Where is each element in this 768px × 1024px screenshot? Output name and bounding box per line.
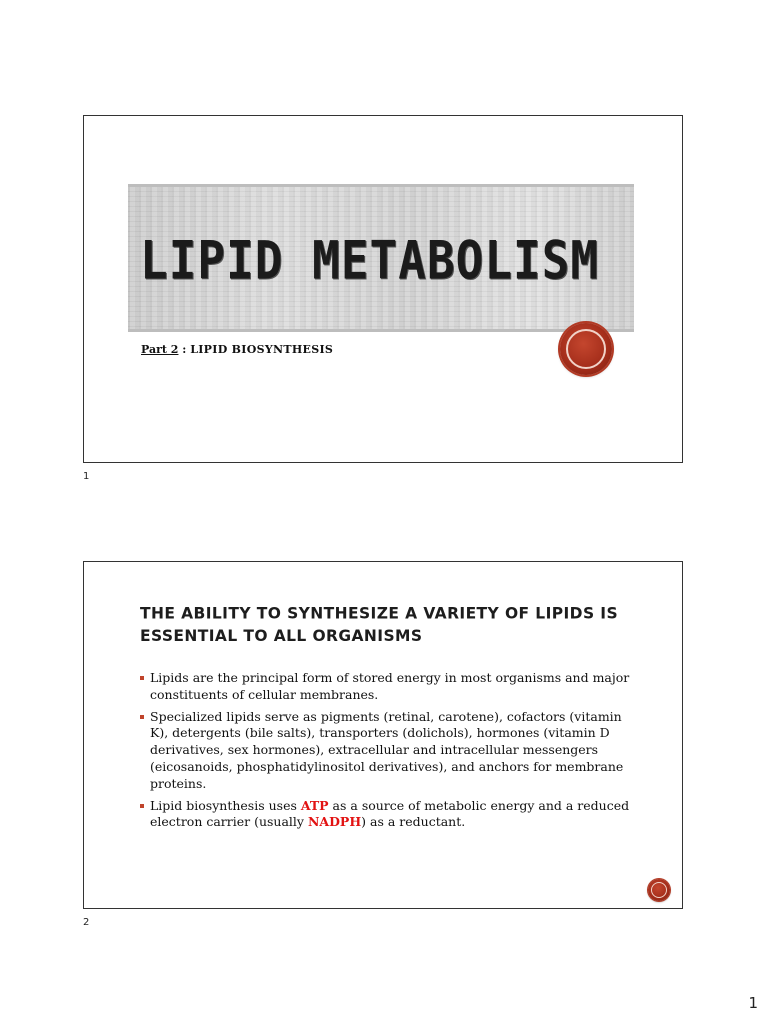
slide-subtitle — [141, 343, 333, 356]
bullet-item: Lipids are the principal form of stored energy in most organisms and major constituents of cellular membranes. — [140, 670, 640, 704]
atp-highlight: ATP — [300, 797, 329, 813]
bullet-text: Lipid biosynthesis uses — [150, 797, 301, 813]
bullet-item: Specialized lipids serve as pigments (retinal, carotene), cofactors (vitamin K), detergents (bile salts), transporters (dolichols), hormones (vitamin D derivatives, sex hormones), extracellular and intracellular messengers (eicosanoids, phosphatidylinositol derivatives), and anchors for membrane proteins. — [140, 709, 640, 793]
slide-number: 1 — [83, 471, 90, 482]
banner-top-rule — [128, 184, 634, 187]
subtitle-separator: : — [178, 343, 191, 356]
slide-title: LIPID METABOLISM — [140, 229, 600, 292]
decorative-circle-icon — [560, 323, 612, 375]
subtitle-text: LIPID BIOSYNTHESIS — [190, 343, 334, 356]
nadph-highlight: NADPH — [307, 814, 362, 830]
title-banner — [128, 184, 634, 332]
bullet-text: as a source of metabolic energy and a reduced electron carrier (usually — [150, 797, 630, 830]
slide-heading: THE ABILITY TO SYNTHESIZE A VARIETY OF LIPIDS IS ESSENTIAL TO ALL ORGANISMS — [140, 604, 619, 645]
page-number: 1 — [748, 994, 758, 1012]
slide-1 — [83, 115, 683, 463]
slide-number: 2 — [83, 917, 90, 928]
slide-2 — [83, 561, 683, 909]
bullet-list — [140, 670, 640, 836]
banner-bottom-rule — [128, 329, 634, 332]
decorative-circle-icon — [648, 879, 670, 901]
bullet-item — [140, 798, 640, 832]
bullet-text: ) as a reductant. — [361, 814, 466, 830]
subtitle-part: Part 2 — [141, 343, 179, 356]
